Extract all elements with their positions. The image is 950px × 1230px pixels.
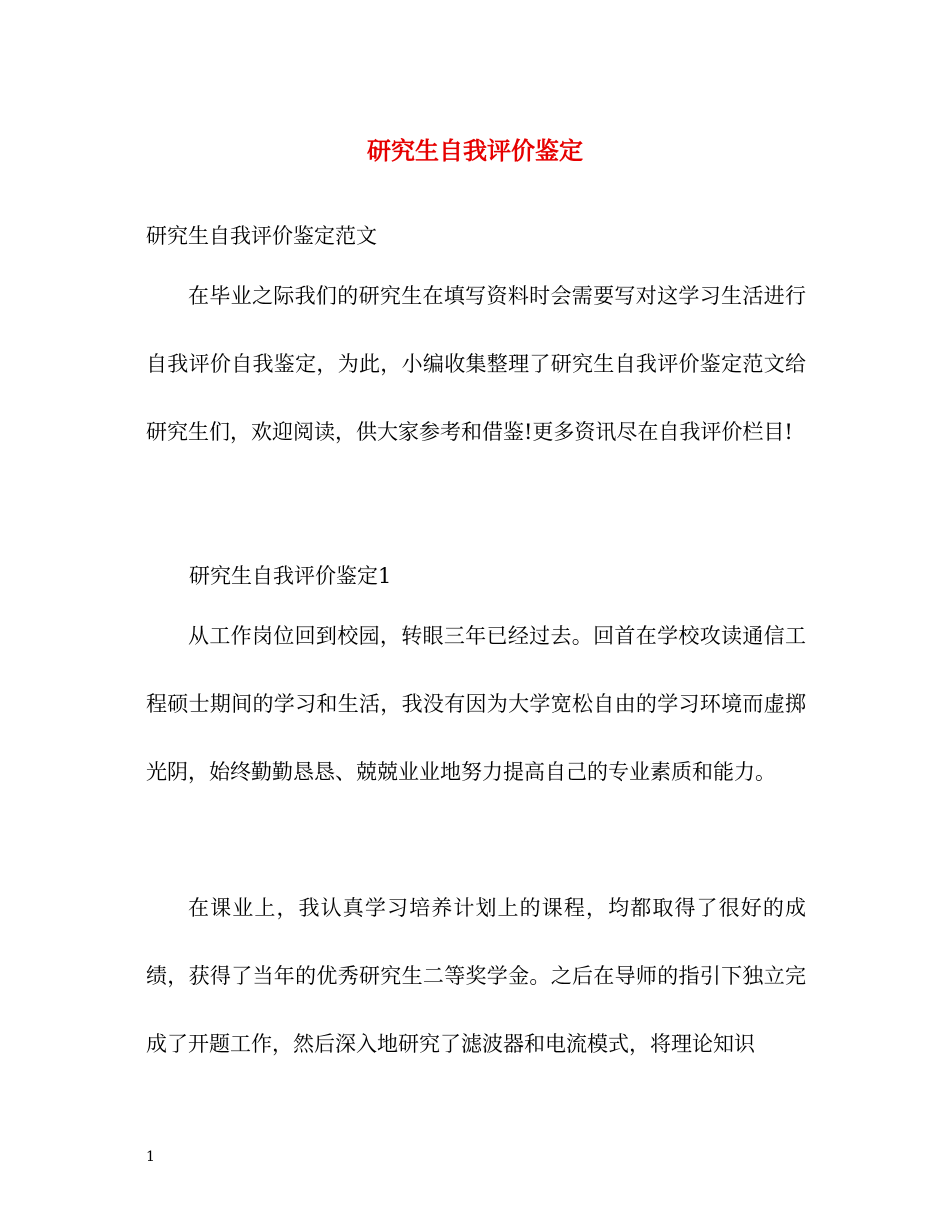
document-subtitle: 研究生自我评价鉴定范文 — [146, 224, 377, 248]
body-paragraph-1: 从工作岗位回到校园，转眼三年已经过去。回首在学校攻读通信工程硕士期间的学习和生活，我没有因为大学宽松自由的学习环境而虚掷光阴，始终勤勤恳恳、兢兢业业地努力提高自己的专业素质和能力。 — [146, 624, 806, 784]
page-number: 1 — [146, 1149, 155, 1165]
intro-paragraph: 在毕业之际我们的研究生在填写资料时会需要写对这学习生活进行自我评价自我鉴定，为此，小编收集整理了研究生自我评价鉴定范文给研究生们，欢迎阅读，供大家参考和借鉴!更多资讯尽在自我评价栏目! — [146, 284, 806, 444]
document-title: 研究生自我评价鉴定 — [367, 136, 583, 165]
section-heading: 研究生自我评价鉴定1 — [189, 564, 392, 588]
body-paragraph-2: 在课业上，我认真学习培养计划上的课程，均都取得了很好的成绩，获得了当年的优秀研究生二等奖学金。之后在导师的指引下独立完成了开题工作，然后深入地研究了滤波器和电流模式，将理论知识 — [146, 896, 806, 1056]
